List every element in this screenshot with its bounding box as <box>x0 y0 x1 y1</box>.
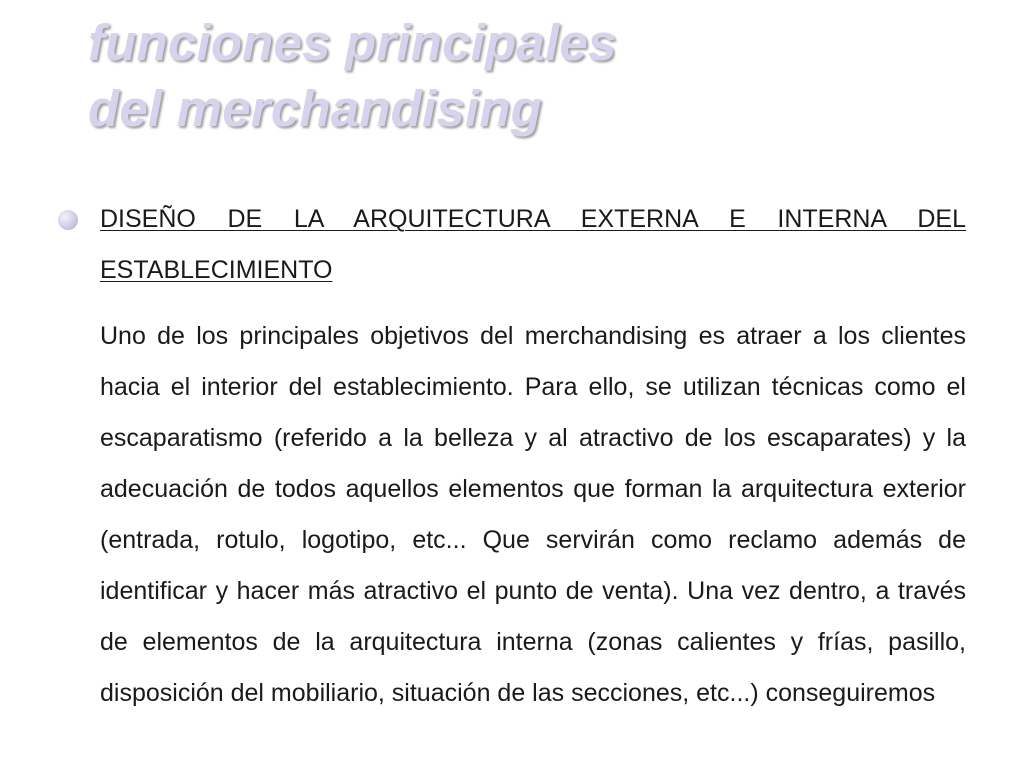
bullet-heading: DISEÑO DE LA ARQUITECTURA EXTERNA E INTERNA DEL ESTABLECIMIENTO <box>100 205 966 284</box>
bullet-paragraph: Uno de los principales objetivos del merchandising es atraer a los clientes hacia el interior del establecimiento. Para ello, se utilizan técnicas como el escaparatismo (referido a la belleza y al atractivo de los escaparates) y la adecuación de todos aquellos elementos que forman la arquitectura exterior (entrada, rotulo, logotipo, etc... Que servirán como reclamo además de identificar y hacer más atractivo el punto de venta). Una vez dentro, a través de elementos de la arquitectura interna (zonas calientes y frías, pasillo, disposición del mobiliario, situación de las secciones, etc...) conseguiremos <box>100 322 966 707</box>
bullet-dot-icon <box>58 210 78 230</box>
bullet-content <box>100 194 966 719</box>
slide-title <box>88 10 968 142</box>
title-line-2: del merchandising <box>88 80 543 137</box>
title-line-1: funciones principales <box>88 14 617 71</box>
